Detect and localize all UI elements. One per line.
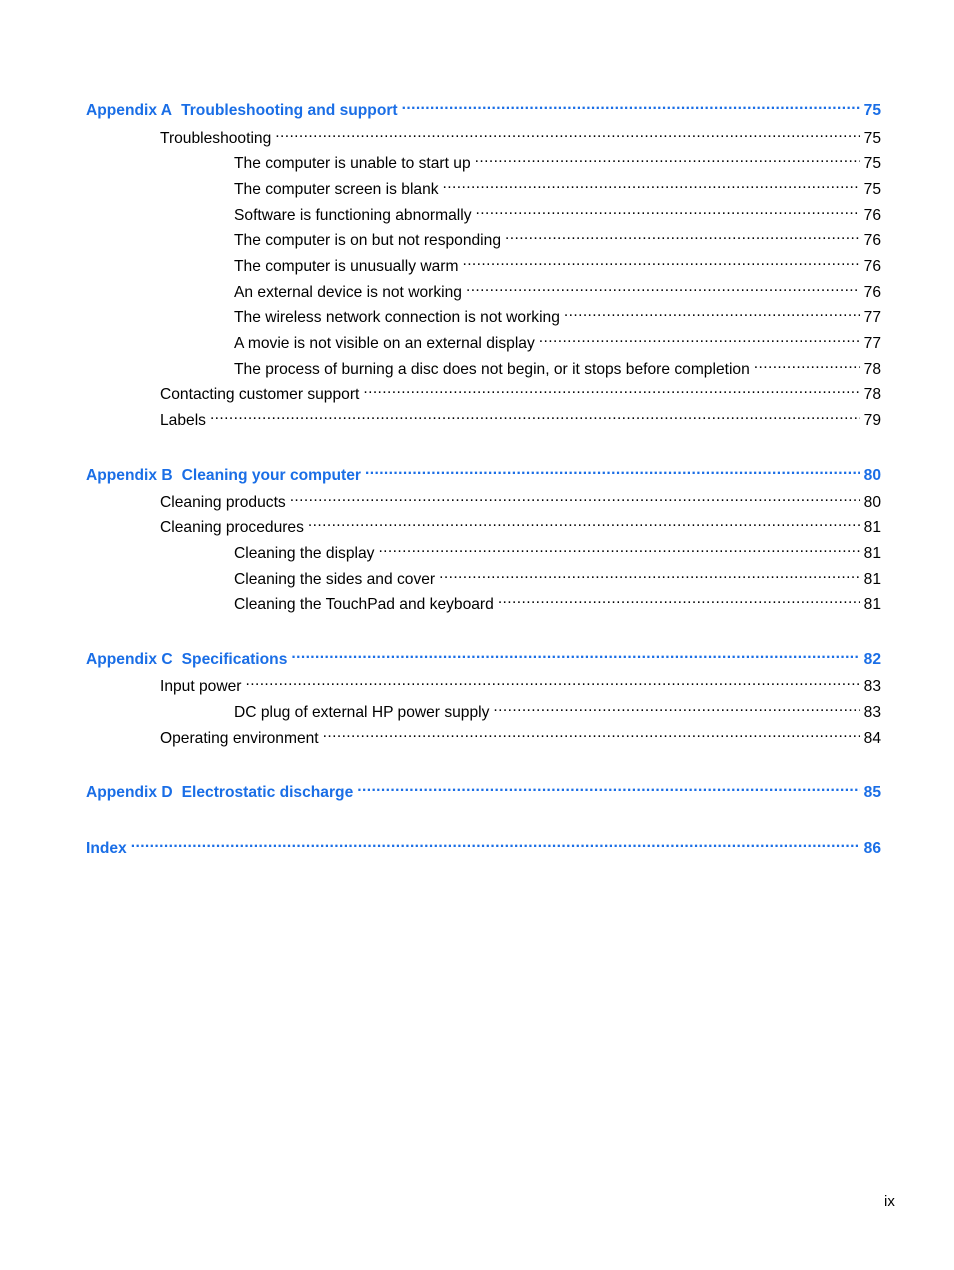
toc-entry-title: Operating environment xyxy=(160,730,319,747)
dot-leader xyxy=(291,644,859,664)
toc-entry-title: The process of burning a disc does not begin, or it stops before completion xyxy=(234,361,750,378)
toc-page-number: 80 xyxy=(863,494,881,511)
toc-page-number: 75 xyxy=(863,155,881,172)
toc-entry-title: An external device is not working xyxy=(234,284,462,301)
toc-entry-software-abnormal[interactable] xyxy=(234,200,881,226)
toc-page-number: 77 xyxy=(863,309,881,326)
toc-page-number: 76 xyxy=(863,284,881,301)
dot-leader xyxy=(462,251,859,271)
toc-entry-troubleshooting[interactable] xyxy=(160,123,881,149)
dot-leader xyxy=(357,777,859,797)
toc-entry-title: Troubleshooting xyxy=(160,130,272,147)
dot-leader xyxy=(363,379,859,399)
toc-entry-appendix-a[interactable] xyxy=(86,95,881,121)
toc-entry-title: The computer screen is blank xyxy=(234,181,439,198)
dot-leader xyxy=(323,723,860,743)
toc-page-number: 77 xyxy=(863,335,881,352)
dot-leader xyxy=(290,487,860,507)
toc-entry-cleaning-products[interactable] xyxy=(160,487,881,513)
toc-entry-title: A movie is not visible on an external display xyxy=(234,335,535,352)
toc-entry-wireless-network[interactable] xyxy=(234,302,881,328)
toc-page-number: 76 xyxy=(863,232,881,249)
dot-leader xyxy=(402,95,860,115)
page-folio: ix xyxy=(884,1193,895,1210)
toc-page-number: 82 xyxy=(863,651,881,668)
toc-entry-input-power[interactable] xyxy=(160,671,881,697)
toc-entry-unusually-warm[interactable] xyxy=(234,251,881,277)
toc-entry-title: Cleaning products xyxy=(160,494,286,511)
toc-entry-title: The wireless network connection is not working xyxy=(234,309,560,326)
toc-entry-prefix: Appendix D xyxy=(86,784,173,801)
dot-leader xyxy=(308,512,860,532)
toc-entry-title: DC plug of external HP power supply xyxy=(234,704,490,721)
toc-page-number: 79 xyxy=(863,412,881,429)
dot-leader xyxy=(210,405,860,425)
toc-page-number: 75 xyxy=(863,102,881,119)
toc-page-number: 86 xyxy=(863,840,881,857)
dot-leader xyxy=(439,564,860,584)
toc-entry-title: Cleaning procedures xyxy=(160,519,304,536)
toc-entry-title: The computer is unusually warm xyxy=(234,258,459,275)
dot-leader xyxy=(466,277,860,297)
toc-page-number: 76 xyxy=(863,207,881,224)
toc-entry-title: Labels xyxy=(160,412,206,429)
toc-entry-cleaning-touchpad[interactable] xyxy=(234,589,881,615)
toc-page-number: 81 xyxy=(863,519,881,536)
toc-entry-burning-disc[interactable] xyxy=(234,354,881,380)
toc-page-number: 75 xyxy=(863,130,881,147)
toc-entry-title: Cleaning the display xyxy=(234,545,375,562)
toc-entry-prefix: Appendix C xyxy=(86,651,173,668)
toc-entry-title: The computer is on but not responding xyxy=(234,232,501,249)
dot-leader xyxy=(493,697,859,717)
toc-entry-operating-environment[interactable] xyxy=(160,723,881,749)
toc-entry-appendix-c[interactable] xyxy=(86,644,881,670)
toc-page-number: 83 xyxy=(863,704,881,721)
dot-leader xyxy=(476,200,860,220)
toc-page-number: 78 xyxy=(863,386,881,403)
toc-entry-prefix: Appendix A xyxy=(86,102,173,119)
dot-leader xyxy=(131,833,860,853)
toc-entry-title: Contacting customer support xyxy=(160,386,360,403)
toc-entry-customer-support[interactable] xyxy=(160,379,881,405)
toc-entry-appendix-b[interactable] xyxy=(86,460,881,486)
toc-entry-title: Index xyxy=(86,840,127,857)
toc-entry-title: Input power xyxy=(160,678,242,695)
dot-leader xyxy=(443,174,860,194)
toc-entry-title: Cleaning the TouchPad and keyboard xyxy=(234,596,494,613)
dot-leader xyxy=(475,148,860,168)
toc-entry-external-device[interactable] xyxy=(234,277,881,303)
toc-entry-dc-plug[interactable] xyxy=(234,697,881,723)
toc-entry-cleaning-sides-cover[interactable] xyxy=(234,564,881,590)
toc-entry-title: Software is functioning abnormally xyxy=(234,207,472,224)
dot-leader xyxy=(505,225,860,245)
toc-page-number: 83 xyxy=(863,678,881,695)
toc-entry-title: Cleaning the sides and cover xyxy=(234,571,436,588)
toc-entry-title: Appendix D Electrostatic discharge xyxy=(86,784,354,801)
toc-entry-cleaning-display[interactable] xyxy=(234,538,881,564)
toc-entry-title: Appendix B Cleaning your computer xyxy=(86,467,361,484)
toc-page-number: 81 xyxy=(863,596,881,613)
toc-entry-title: The computer is unable to start up xyxy=(234,155,471,172)
toc-entry-title: Appendix A Troubleshooting and support xyxy=(86,102,398,119)
toc-entry-title: Appendix C Specifications xyxy=(86,651,288,668)
dot-leader xyxy=(754,354,860,374)
dot-leader xyxy=(498,589,860,609)
dot-leader xyxy=(246,671,860,691)
toc-entry-index[interactable] xyxy=(86,833,881,859)
toc-entry-on-not-responding[interactable] xyxy=(234,225,881,251)
toc-entry-prefix: Appendix B xyxy=(86,467,173,484)
dot-leader xyxy=(539,328,860,348)
dot-leader xyxy=(564,302,860,322)
toc-entry-labels[interactable] xyxy=(160,405,881,431)
toc-page-number: 80 xyxy=(863,467,881,484)
toc-page-number: 75 xyxy=(863,181,881,198)
toc-page-number: 85 xyxy=(863,784,881,801)
toc-page-number: 81 xyxy=(863,571,881,588)
dot-leader xyxy=(365,460,860,480)
toc-entry-cleaning-procedures[interactable] xyxy=(160,512,881,538)
dot-leader xyxy=(378,538,859,558)
dot-leader xyxy=(275,123,859,143)
toc-entry-movie-not-visible[interactable] xyxy=(234,328,881,354)
toc-entry-unable-to-start[interactable] xyxy=(234,148,881,174)
toc-entry-appendix-d[interactable] xyxy=(86,777,881,803)
toc-page-number: 81 xyxy=(863,545,881,562)
toc-entry-screen-blank[interactable] xyxy=(234,174,881,200)
toc-page-number: 84 xyxy=(863,730,881,747)
toc-page-number: 76 xyxy=(863,258,881,275)
toc-page-number: 78 xyxy=(863,361,881,378)
